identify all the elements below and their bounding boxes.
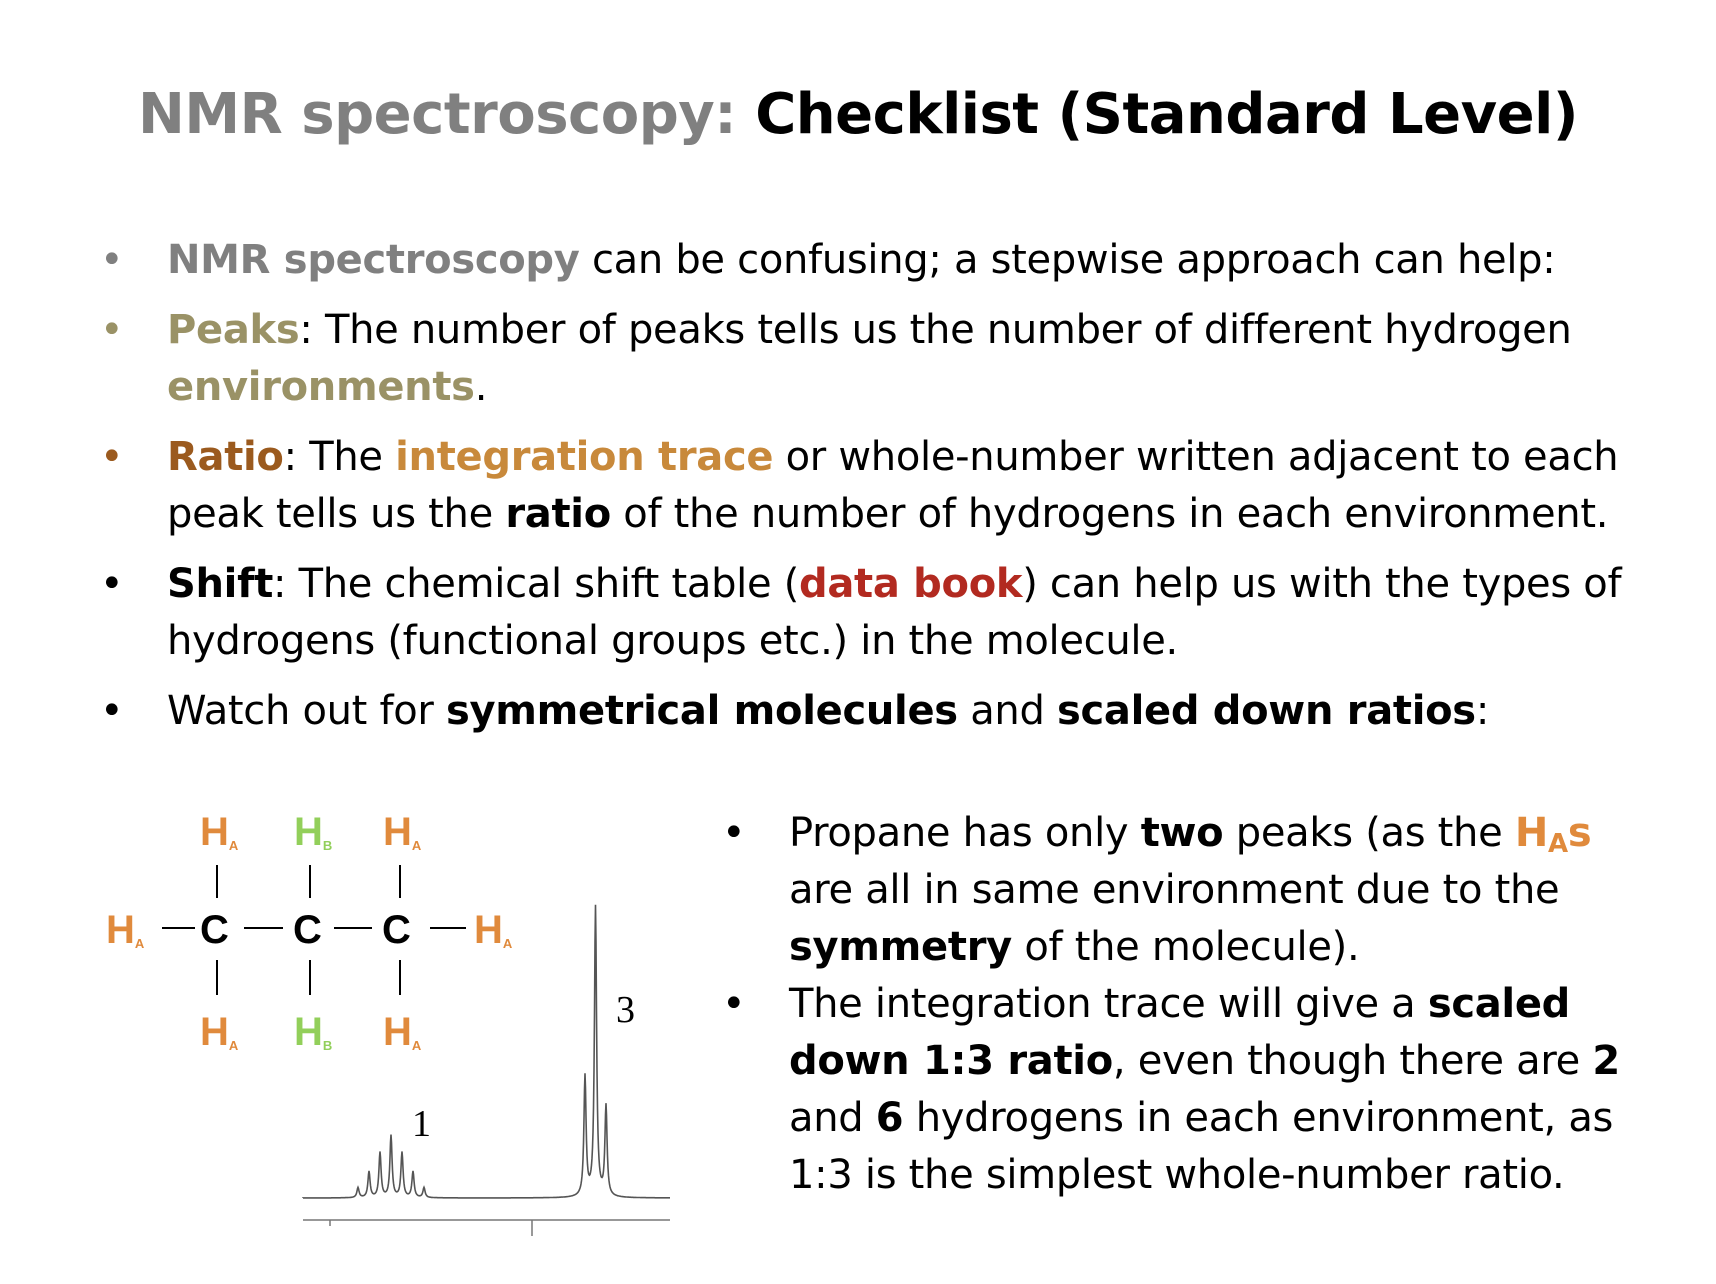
bullet-shift xyxy=(100,556,1660,670)
count-2: 2 xyxy=(1592,1038,1620,1084)
carbon-1: C xyxy=(200,908,229,952)
h-bottom-2: HB xyxy=(294,1010,333,1054)
bullet-intro xyxy=(100,232,1660,289)
h-top-3: HA xyxy=(383,810,422,854)
shift-text-2: ) can help us with the types of hydrogens (functional groups etc.) in the molecule. xyxy=(167,561,1622,664)
note1-text2: peaks (as the xyxy=(1223,810,1515,856)
propane-notes xyxy=(722,805,1622,1204)
symmetry-term: symmetry xyxy=(789,924,1012,970)
bullet-dot: • xyxy=(100,688,124,734)
note2-text2: , even though there are xyxy=(1112,1038,1593,1084)
note2-text3: and xyxy=(789,1095,876,1141)
integration-trace-term: integration trace xyxy=(395,434,774,480)
note1-text: Propane has only xyxy=(789,810,1141,856)
watch-colon: : xyxy=(1475,688,1489,734)
shift-label: Shift xyxy=(167,561,274,607)
h-top-2: HB xyxy=(294,810,333,854)
data-book-term: data book xyxy=(799,561,1023,607)
integration-label-3: 3 xyxy=(616,989,635,1031)
title-checklist: Checklist (Standard Level) xyxy=(755,82,1578,147)
peaks-end: . xyxy=(474,364,488,410)
peaks-label: Peaks xyxy=(167,307,300,353)
count-6: 6 xyxy=(875,1095,904,1141)
bullet-ratio xyxy=(100,429,1660,543)
h-right: HA xyxy=(474,908,513,952)
note-two-peaks xyxy=(722,805,1622,976)
bullet-dot: • xyxy=(100,237,124,283)
note1-text4: of the molecule). xyxy=(1011,924,1360,970)
h-top-1: HA xyxy=(200,810,239,854)
note2-text4: hydrogens in each environment, as 1:3 is the simplest whole-number ratio. xyxy=(789,1095,1614,1198)
watch-and: and xyxy=(957,688,1057,734)
ratio-text-3: of the number of hydrogens in each environment. xyxy=(610,491,1609,537)
bullet-watch-out xyxy=(100,683,1660,740)
h-bottom-3: HA xyxy=(383,1010,422,1054)
intro-text: can be confusing; a stepwise approach can help: xyxy=(579,237,1556,283)
h-bottom-1: HA xyxy=(200,1010,239,1054)
ratio-label: Ratio xyxy=(167,434,284,480)
ratio-text-2: or whole-number written adjacent to each peak tells us the xyxy=(167,434,1619,537)
carbon-3: C xyxy=(382,908,411,952)
bullet-dot: • xyxy=(100,561,124,607)
scaled-term: scaled down ratios xyxy=(1056,688,1476,734)
spectrum-trace xyxy=(303,905,670,1198)
note1-bold: two xyxy=(1140,810,1224,856)
bullet-dot: • xyxy=(722,810,746,856)
bullet-dot: • xyxy=(100,434,124,480)
title-topic: NMR spectroscopy: xyxy=(138,82,737,147)
note1-text3: are all in same environment due to the xyxy=(789,867,1560,913)
h-left: HA xyxy=(106,908,145,952)
integration-label-1: 1 xyxy=(412,1103,431,1145)
bullet-dot: • xyxy=(100,307,124,353)
note2-text: The integration trace will give a xyxy=(789,981,1428,1027)
environments-term: environments xyxy=(167,364,475,410)
bullet-peaks xyxy=(100,302,1660,416)
page-title xyxy=(0,82,1716,147)
checklist-bullets xyxy=(100,232,1660,753)
peaks-text: : The number of peaks tells us the number of different hydrogen xyxy=(299,307,1572,353)
shift-text: : The chemical shift table ( xyxy=(273,561,800,607)
symmetrical-term: symmetrical molecules xyxy=(445,688,958,734)
nmr-spectrum xyxy=(290,790,680,1240)
nmr-term: NMR spectroscopy xyxy=(167,237,580,283)
ha-symbol: $H_As$ xyxy=(1514,810,1592,859)
carbon-2: C xyxy=(293,908,322,952)
ratio-text: : The xyxy=(283,434,396,480)
note-scaled-ratio xyxy=(722,976,1622,1204)
bullet-dot: • xyxy=(722,981,746,1027)
watch-text: Watch out for xyxy=(167,688,446,734)
ratio-bold: ratio xyxy=(505,491,611,537)
scaled-ratio-term: scaled down 1:3 ratio xyxy=(789,981,1570,1084)
